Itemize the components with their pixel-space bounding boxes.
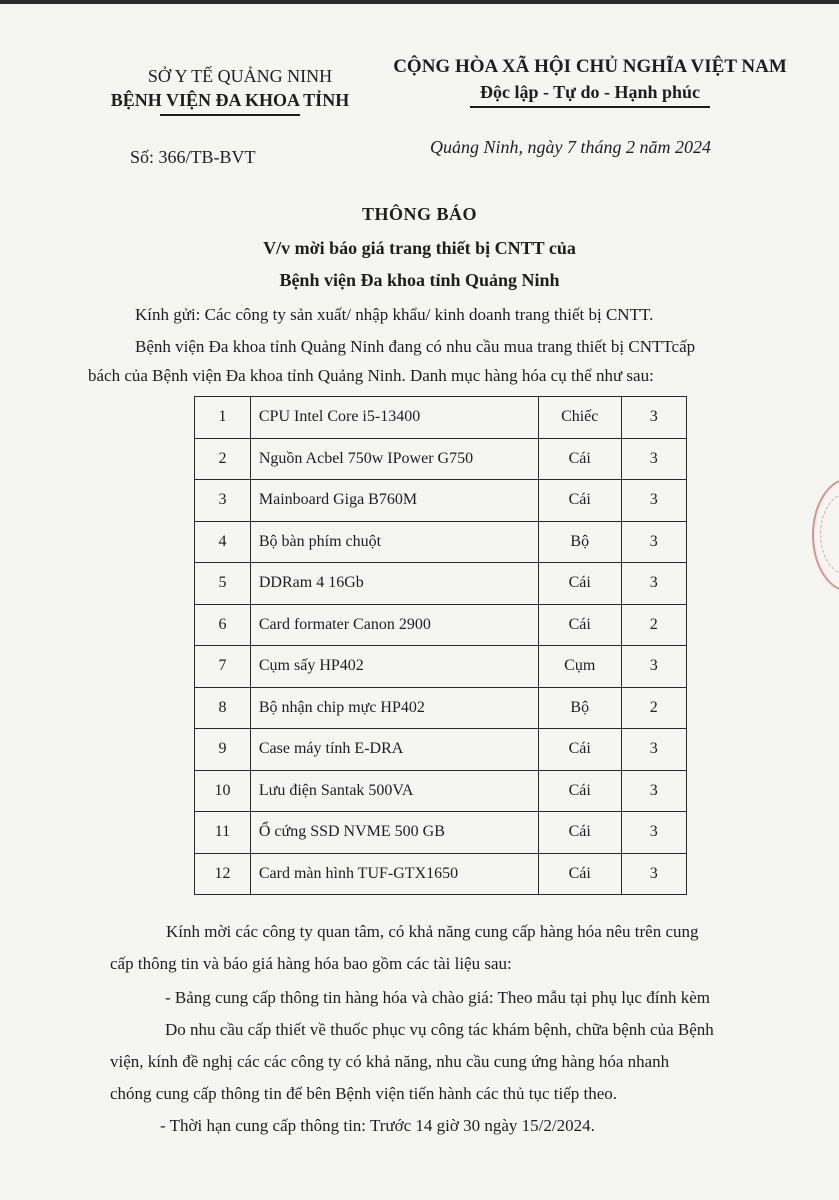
item-name-cell: Nguồn Acbel 750w IPower G750 [250,438,538,480]
item-name-cell: Cụm sấy HP402 [250,646,538,688]
item-name-cell: CPU Intel Core i5-13400 [250,397,538,439]
item-name-cell: Mainboard Giga B760M [250,480,538,522]
item-unit-cell: Cái [538,729,621,771]
item-name-cell: Bộ nhận chip mực HP402 [250,687,538,729]
item-number-cell: 2 [195,438,251,480]
item-unit-cell: Cái [538,770,621,812]
table-row [195,521,687,563]
item-quantity-cell: 3 [621,729,686,771]
item-unit-cell: Cái [538,480,621,522]
item-name-cell: Lưu điện Santak 500VA [250,770,538,812]
invite-paragraph-line1: Kính mời các công ty quan tâm, có khả năng cung cấp hàng hóa nêu trên cung [166,922,699,941]
table-row [195,563,687,605]
item-number-cell: 3 [195,480,251,522]
item-unit-cell: Bộ [538,521,621,563]
table-row [195,812,687,854]
urgency-paragraph-line3: chóng cung cấp thông tin để bên Bệnh viện tiến hành các thủ tục tiếp theo. [110,1084,618,1103]
urgency-paragraph-line1: Do nhu cầu cấp thiết về thuốc phục vụ công tác khám bệnh, chữa bệnh của Bệnh [165,1020,714,1039]
item-quantity-cell: 3 [621,770,686,812]
recipient-line: Kính gửi: Các công ty sản xuất/ nhập khẩu/ kinh doanh trang thiết bị CNTT. [135,305,654,324]
country-title: CỘNG HÒA XÃ HỘI CHỦ NGHĨA VIỆT NAM [393,56,787,77]
hospital-name: BỆNH VIỆN ĐA KHOA TỈNH [110,90,350,110]
scan-top-edge [0,0,839,4]
item-quantity-cell: 2 [621,604,686,646]
attachment-bullet: - Bảng cung cấp thông tin hàng hóa và chào giá: Theo mẫu tại phụ lục đính kèm [165,988,710,1007]
header-left-underline [160,114,300,116]
item-unit-cell: Cái [538,812,621,854]
item-number-cell: 1 [195,397,251,439]
item-quantity-cell: 3 [621,397,686,439]
item-name-cell: Case máy tính E-DRA [250,729,538,771]
motto: Độc lập - Tự do - Hạnh phúc [479,82,701,102]
table-row [195,438,687,480]
intro-paragraph-line1: Bệnh viện Đa khoa tỉnh Quảng Ninh đang có nhu cầu mua trang thiết bị CNTTcấp [135,337,696,356]
intro-paragraph-line2: bách của Bệnh viện Đa khoa tỉnh Quảng Ninh. Danh mục hàng hóa cụ thể như sau: [88,366,654,385]
item-quantity-cell: 3 [621,853,686,895]
item-unit-cell: Cái [538,604,621,646]
table-row [195,687,687,729]
item-name-cell: Card màn hình TUF-GTX1650 [250,853,538,895]
document-number: Số: 366/TB-BVT [130,147,256,167]
item-number-cell: 7 [195,646,251,688]
item-number-cell: 11 [195,812,251,854]
equipment-table-body [195,397,687,895]
item-quantity-cell: 3 [621,646,686,688]
item-unit-cell: Cái [538,853,621,895]
item-unit-cell: Cụm [538,646,621,688]
item-quantity-cell: 2 [621,687,686,729]
item-number-cell: 6 [195,604,251,646]
table-row [195,729,687,771]
table-row [195,480,687,522]
table-row [195,770,687,812]
item-name-cell: Ổ cứng SSD NVME 500 GB [250,812,538,854]
notice-subject-line2: Bệnh viện Đa khoa tỉnh Quảng Ninh [279,270,560,290]
invite-paragraph-line2: cấp thông tin và báo giá hàng hóa bao gồm các tài liệu sau: [110,954,512,973]
deadline-line: - Thời hạn cung cấp thông tin: Trước 14 giờ 30 ngày 15/2/2024. [160,1116,595,1135]
item-name-cell: Bộ bàn phím chuột [250,521,538,563]
table-row [195,853,687,895]
item-quantity-cell: 3 [621,438,686,480]
equipment-table [194,396,687,895]
motto-underline [470,106,710,108]
item-number-cell: 8 [195,687,251,729]
item-unit-cell: Chiếc [538,397,621,439]
urgency-paragraph-line2: viện, kính đề nghị các các công ty có khả năng, nhu cầu cung ứng hàng hóa nhanh [110,1052,670,1071]
item-number-cell: 10 [195,770,251,812]
table-row [195,604,687,646]
agency-name: SỞ Y TẾ QUẢNG NINH [147,66,333,86]
notice-title: THÔNG BÁO [361,204,477,224]
item-unit-cell: Cái [538,563,621,605]
item-unit-cell: Cái [538,438,621,480]
item-quantity-cell: 3 [621,812,686,854]
item-number-cell: 5 [195,563,251,605]
item-number-cell: 9 [195,729,251,771]
place-date: Quảng Ninh, ngày 7 tháng 2 năm 2024 [430,137,711,157]
table-row [195,646,687,688]
item-quantity-cell: 3 [621,480,686,522]
item-quantity-cell: 3 [621,521,686,563]
item-number-cell: 4 [195,521,251,563]
item-name-cell: Card formater Canon 2900 [250,604,538,646]
table-row [195,397,687,439]
item-name-cell: DDRam 4 16Gb [250,563,538,605]
item-number-cell: 12 [195,853,251,895]
notice-subject-line1: V/v mời báo giá trang thiết bị CNTT của [263,238,576,258]
item-quantity-cell: 3 [621,563,686,605]
item-unit-cell: Bộ [538,687,621,729]
